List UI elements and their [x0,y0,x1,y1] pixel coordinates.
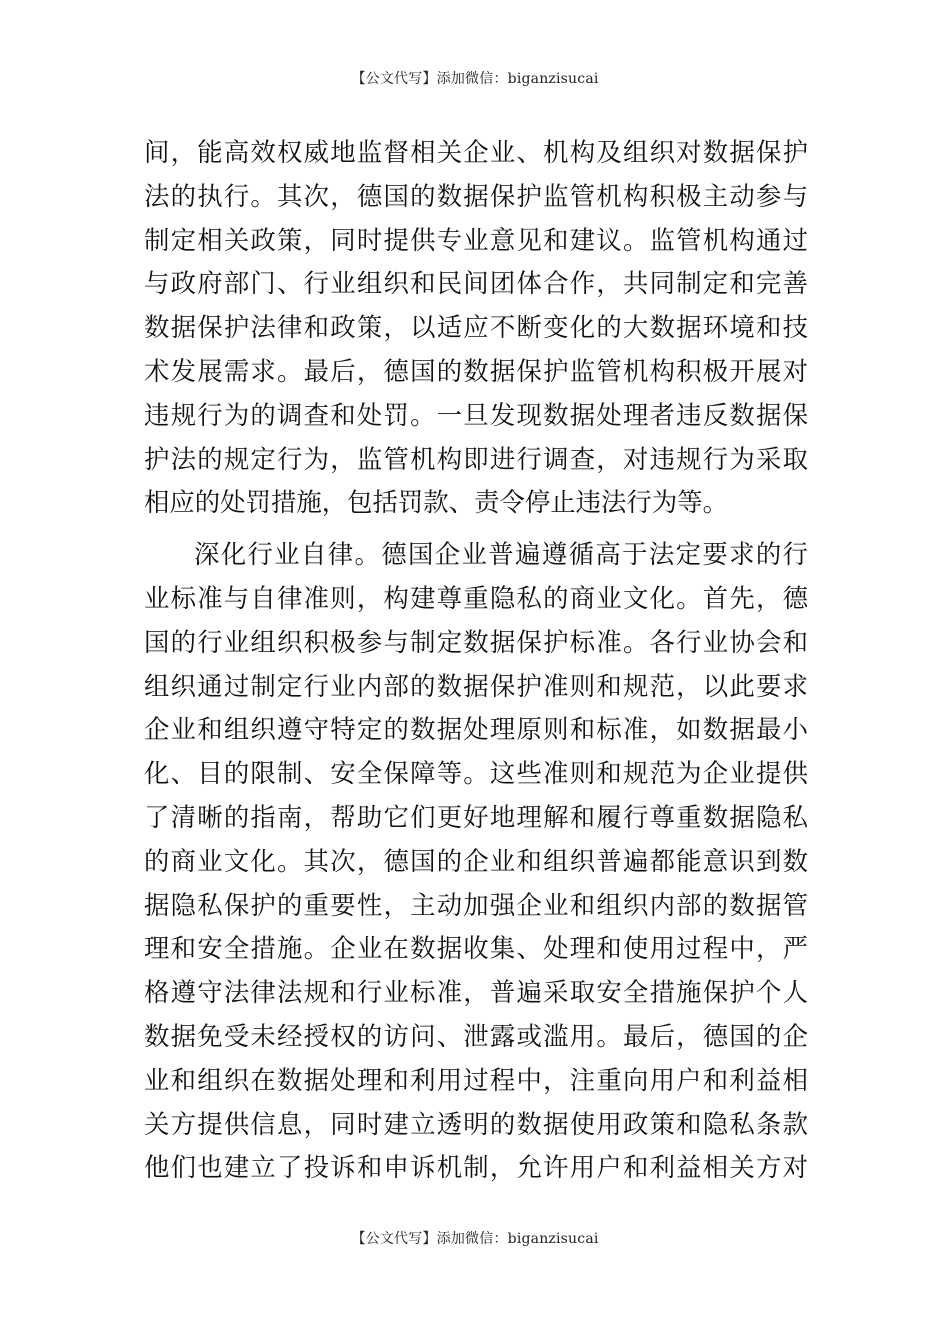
text-line: 企业和组织遵守特定的数据处理原则和标准，如数据最小 [144,714,808,745]
text-line: 间，能高效权威地监督相关企业、机构及组织对数据保护 [144,137,808,167]
text-line: 他们也建立了投诉和申诉机制，允许用户和利益相关方对 [144,1152,808,1183]
page-header: 【公文代写】添加微信：biganzisucai [351,71,599,87]
document-body [144,131,808,1190]
text-line: 与政府部门、行业组织和民间团体合作，共同制定和完善 [144,268,808,299]
text-line: 制定相关政策，同时提供专业意见和建议。监管机构通过 [144,224,808,255]
text-line: 术发展需求。最后，德国的数据保护监管机构积极开展对 [144,355,808,386]
text-line: 组织通过制定行业内部的数据保护准则和规范，以此要求 [144,670,808,701]
text-line: 违规行为的调查和处罚。一旦发现数据处理者违反数据保 [144,399,808,430]
paragraph-spacer [144,525,808,533]
paragraph-2 [144,533,808,1190]
text-line: 数据免受未经授权的访问、泄露或滥用。最后，德国的企 [144,1020,808,1051]
text-line: 理和安全措施。企业在数据收集、处理和使用过程中，严 [144,933,808,964]
text-line: 业和组织在数据处理和利用过程中，注重向用户和利益相 [144,1064,808,1095]
text-line: 数据保护法律和政策，以适应不断变化的大数据环境和技 [144,312,808,343]
page-footer: 【公文代写】添加微信：biganzisucai [351,1231,599,1247]
text-line: 的商业文化。其次，德国的企业和组织普遍都能意识到数 [144,845,808,876]
text-line: 业标准与自律准则，构建尊重隐私的商业文化。首先，德 [144,582,808,613]
text-line: 相应的处罚措施，包括罚款、责令停止违法行为等。 [144,487,728,518]
text-line: 据隐私保护的重要性，主动加强企业和组织内部的数据管 [144,889,808,920]
text-line: 了清晰的指南，帮助它们更好地理解和履行尊重数据隐私 [144,801,808,832]
paragraph-1 [144,131,808,525]
text-line: 化、目的限制、安全保障等。这些准则和规范为企业提供 [144,758,808,789]
text-line: 深化行业自律。德国企业普遍遵循高于法定要求的行 [194,539,808,570]
text-line: 关方提供信息，同时建立透明的数据使用政策和隐私条款 [144,1108,808,1139]
text-line: 国的行业组织积极参与制定数据保护标准。各行业协会和 [144,626,808,657]
text-line: 法的执行。其次，德国的数据保护监管机构积极主动参与 [144,180,808,211]
text-line: 格遵守法律法规和行业标准，普遍采取安全措施保护个人 [144,977,808,1008]
text-line: 护法的规定行为，监管机构即进行调查，对违规行为采取 [144,443,808,474]
